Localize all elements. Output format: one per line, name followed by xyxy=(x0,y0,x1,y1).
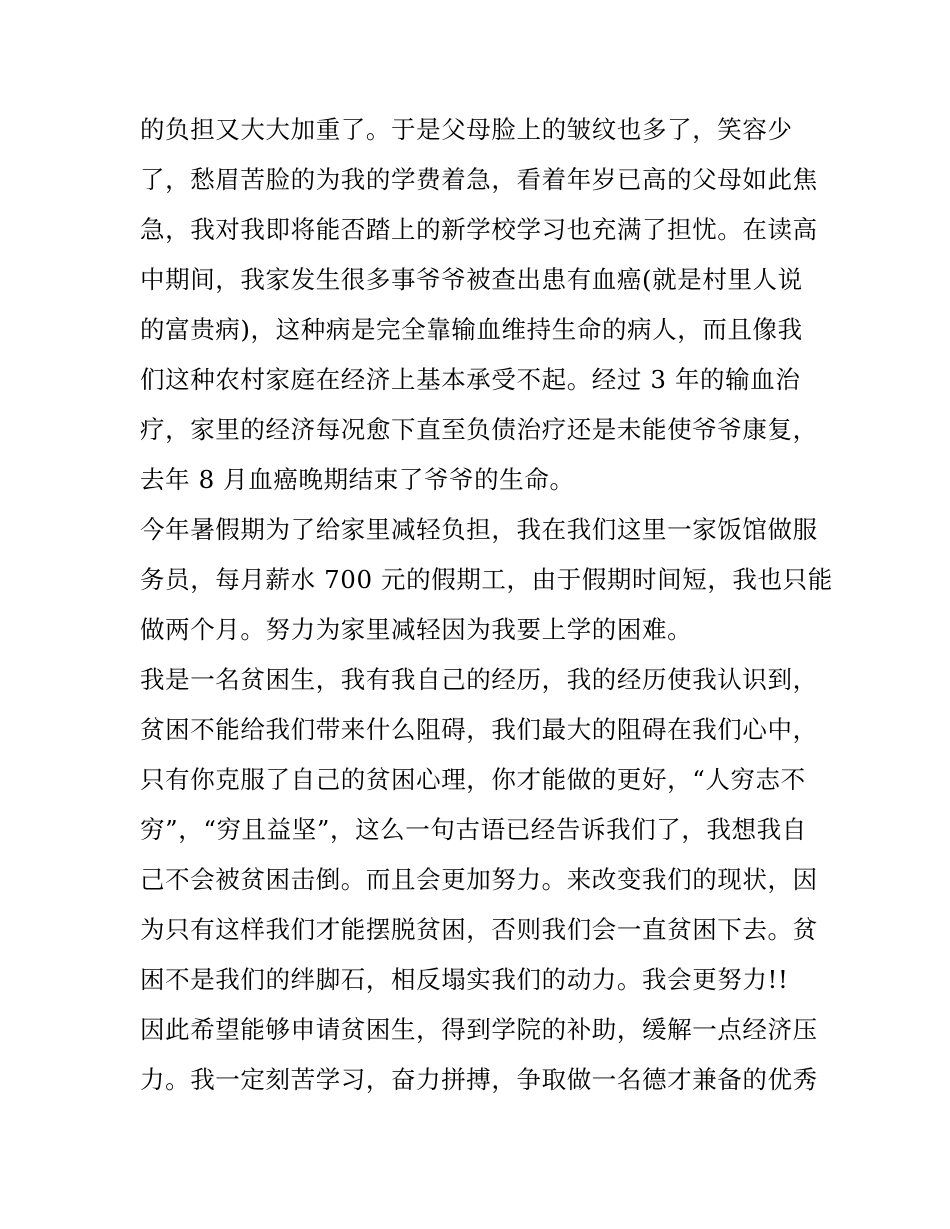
text-line: 只有你克服了自己的贫困心理，你才能做的更好，“人穷志不 xyxy=(140,765,806,794)
text-line: 疗，家里的经济每况愈下直至负债治疗还是未能使爷爷康复， xyxy=(140,415,818,444)
text-line: 今年暑假期为了给家里减轻负担，我在我们这里一家饭馆做服 xyxy=(140,515,818,544)
text-line: 做两个月。努力为家里减轻因为我要上学的困难。 xyxy=(140,615,693,644)
text-line: 的富贵病)，这种病是完全靠输血维持生命的病人，而且像我 xyxy=(140,315,803,344)
text-line: 务员，每月薪水 700 元的假期工，由于假期时间短，我也只能 xyxy=(140,565,833,594)
text-line: 去年 8 月血癌晚期结束了爷爷的生命。 xyxy=(140,465,575,494)
text-line: 的负担又大大加重了。于是父母脸上的皱纹也多了，笑容少 xyxy=(140,115,793,144)
text-line: 们这种农村家庭在经济上基本承受不起。经过 3 年的输血治 xyxy=(140,365,801,394)
text-line: 贫困不能给我们带来什么阻碍，我们最大的阻碍在我们心中， xyxy=(140,715,818,744)
text-line: 力。我一定刻苦学习，奋力拼搏，争取做一名德才兼备的优秀 xyxy=(140,1065,818,1094)
text-line: 穷”，“穷且益坚”，这么一句古语已经告诉我们了，我想我自 xyxy=(140,815,807,844)
body-text xyxy=(140,105,833,1105)
text-line: 我是一名贫困生，我有我自己的经历，我的经历使我认识到， xyxy=(140,665,818,694)
text-line: 因此希望能够申请贫困生，得到学院的补助，缓解一点经济压 xyxy=(140,1015,818,1044)
text-line: 己不会被贫困击倒。而且会更加努力。来改变我们的现状，因 xyxy=(140,865,818,894)
text-line: 为只有这样我们才能摆脱贫困，否则我们会一直贫困下去。贫 xyxy=(140,915,818,944)
text-line: 急，我对我即将能否踏上的新学校学习也充满了担忧。在读高 xyxy=(140,215,818,244)
text-line: 中期间，我家发生很多事爷爷被查出患有血癌(就是村里人说 xyxy=(140,265,803,294)
text-line: 困不是我们的绊脚石，相反塌实我们的动力。我会更努力!! xyxy=(140,965,789,994)
text-line: 了，愁眉苦脸的为我的学费着急，看着年岁已高的父母如此焦 xyxy=(140,165,818,194)
